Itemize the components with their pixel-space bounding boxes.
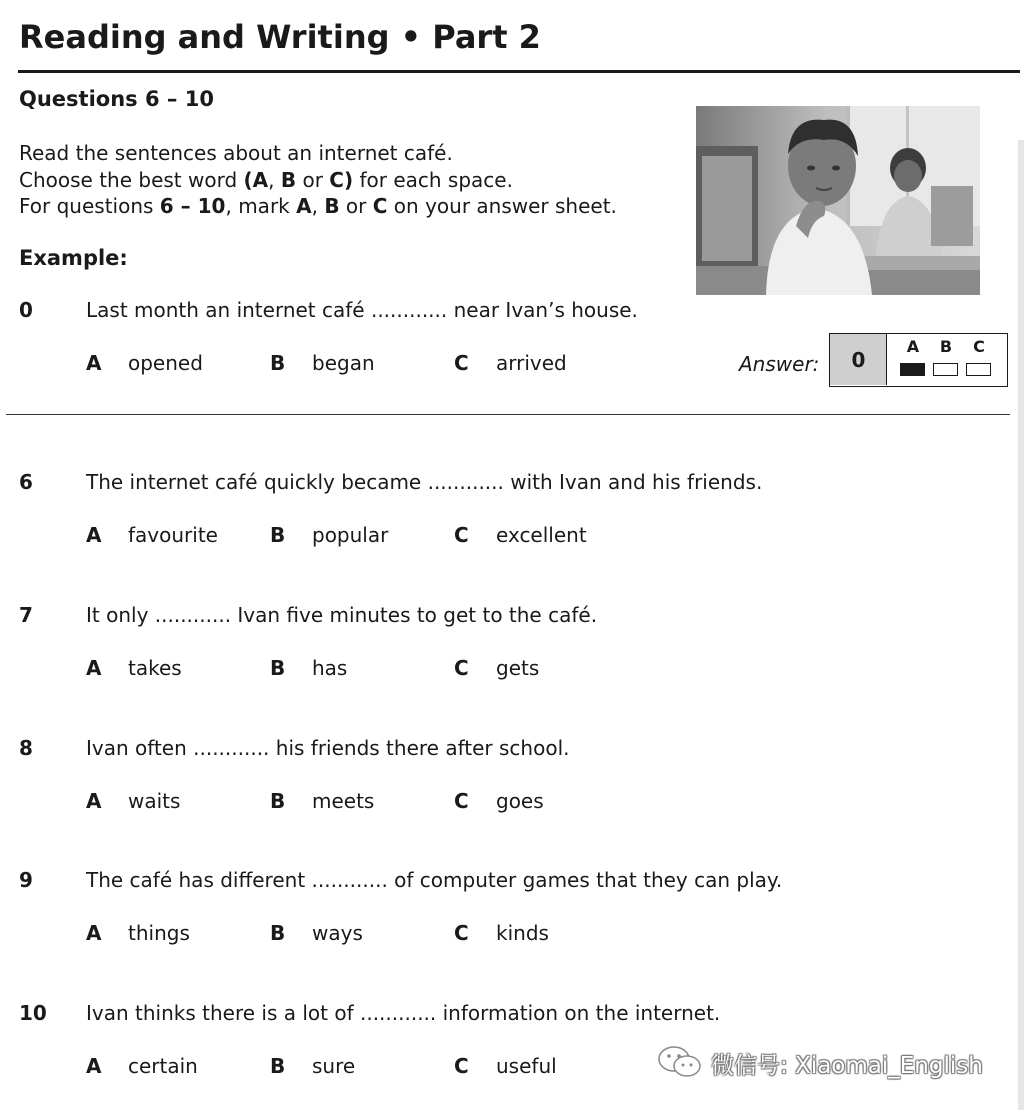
- wechat-icon: [656, 1044, 704, 1080]
- instruction-bold: A: [296, 194, 312, 218]
- question-text: The café has different ............ of computer games that they can play.: [86, 868, 783, 892]
- page-edge-shadow: [1018, 140, 1024, 1110]
- question-text: The internet café quickly became ............ with Ivan and his friends.: [86, 470, 763, 494]
- option-letter: B: [270, 656, 286, 680]
- answer-letter-c: C: [973, 337, 985, 356]
- question-number: 9: [19, 868, 33, 892]
- answer-box: [829, 333, 1008, 387]
- option-word: arrived: [496, 351, 567, 375]
- option-letter: A: [86, 1054, 102, 1078]
- instruction-text: or: [296, 167, 330, 192]
- title-rule: [18, 70, 1020, 73]
- instruction-text: ,: [268, 167, 281, 192]
- photo-teen-at-computer: [696, 106, 980, 295]
- question-7: [0, 603, 1024, 703]
- instruction-bold: C): [329, 167, 354, 192]
- option-letter: C: [454, 523, 469, 547]
- instruction-bold: C: [372, 194, 388, 218]
- option-letter: C: [454, 789, 469, 813]
- option-word: excellent: [496, 523, 587, 547]
- option-letter: C: [454, 656, 469, 680]
- watermark-text: 微信号: Xiaomai_English: [711, 1053, 983, 1079]
- instruction-line-2: [19, 167, 617, 194]
- option-word: sure: [312, 1054, 356, 1078]
- option-word: gets: [496, 656, 540, 680]
- answer-bubble-c: [966, 363, 991, 376]
- question-text: Ivan often ............ his friends there after school.: [86, 736, 570, 760]
- option-letter: C: [454, 921, 469, 945]
- answer-label: Answer:: [739, 352, 820, 376]
- instruction-bold: 6 – 10: [159, 194, 226, 218]
- instruction-bold: B: [280, 167, 297, 192]
- option-word: useful: [496, 1054, 557, 1078]
- instruction-text: For questions: [19, 194, 160, 218]
- example-label: Example:: [19, 246, 128, 270]
- option-word: opened: [128, 351, 203, 375]
- question-number: 6: [19, 470, 33, 494]
- instruction-line-3: [19, 193, 617, 220]
- option-letter: B: [270, 523, 286, 547]
- question-number: 10: [19, 1001, 47, 1025]
- instruction-line-1: Read the sentences about an internet café.: [19, 141, 453, 165]
- question-text: It only ............ Ivan five minutes to get to the café.: [86, 603, 598, 627]
- answer-letter-b: B: [939, 337, 953, 356]
- option-word: takes: [128, 656, 182, 680]
- option-letter: A: [86, 656, 102, 680]
- question-text: Ivan thinks there is a lot of ............ information on the internet.: [86, 1001, 721, 1025]
- question-number: 0: [19, 298, 33, 322]
- answer-bubble-b: [933, 363, 958, 376]
- option-word: began: [312, 351, 375, 375]
- option-letter: B: [270, 789, 286, 813]
- question-6: [0, 470, 1024, 570]
- option-letter: C: [454, 351, 469, 375]
- instruction-text: or: [339, 194, 373, 218]
- option-letter: B: [270, 921, 286, 945]
- option-letter: B: [270, 1054, 286, 1078]
- question-text: Last month an internet café ............ near Ivan’s house.: [86, 298, 638, 322]
- instruction-text: on your answer sheet.: [387, 194, 617, 218]
- option-word: has: [312, 656, 348, 680]
- instruction-bold: (A: [243, 167, 269, 192]
- option-word: ways: [312, 921, 363, 945]
- option-letter: A: [86, 789, 102, 813]
- photo-image: [696, 106, 980, 295]
- instruction-bold: B: [324, 194, 340, 218]
- option-word: kinds: [496, 921, 549, 945]
- answer-bubble-a: [900, 363, 925, 376]
- answer-letter-a: A: [906, 337, 920, 356]
- instruction-text: ,: [311, 194, 325, 218]
- option-letter: C: [454, 1054, 469, 1078]
- page-title: Reading and Writing • Part 2: [19, 18, 541, 56]
- option-word: meets: [312, 789, 375, 813]
- question-number: 7: [19, 603, 33, 627]
- answer-number: 0: [851, 348, 866, 372]
- option-letter: B: [270, 351, 286, 375]
- instruction-text: Choose the best word: [19, 167, 244, 192]
- option-word: things: [128, 921, 190, 945]
- instruction-text: , mark: [225, 194, 297, 218]
- question-number: 8: [19, 736, 33, 760]
- option-letter: A: [86, 523, 102, 547]
- option-word: goes: [496, 789, 544, 813]
- section-divider: [6, 414, 1010, 415]
- option-letter: A: [86, 921, 102, 945]
- option-word: certain: [128, 1054, 198, 1078]
- instructions: [19, 140, 617, 220]
- option-word: popular: [312, 523, 389, 547]
- option-letter: A: [86, 351, 102, 375]
- question-9: [0, 868, 1024, 968]
- instruction-text: for each space.: [353, 167, 513, 192]
- option-word: favourite: [128, 523, 218, 547]
- question-8: [0, 736, 1024, 836]
- questions-range: Questions 6 – 10: [19, 87, 214, 111]
- answer-number-cell: [830, 334, 887, 385]
- option-word: waits: [128, 789, 181, 813]
